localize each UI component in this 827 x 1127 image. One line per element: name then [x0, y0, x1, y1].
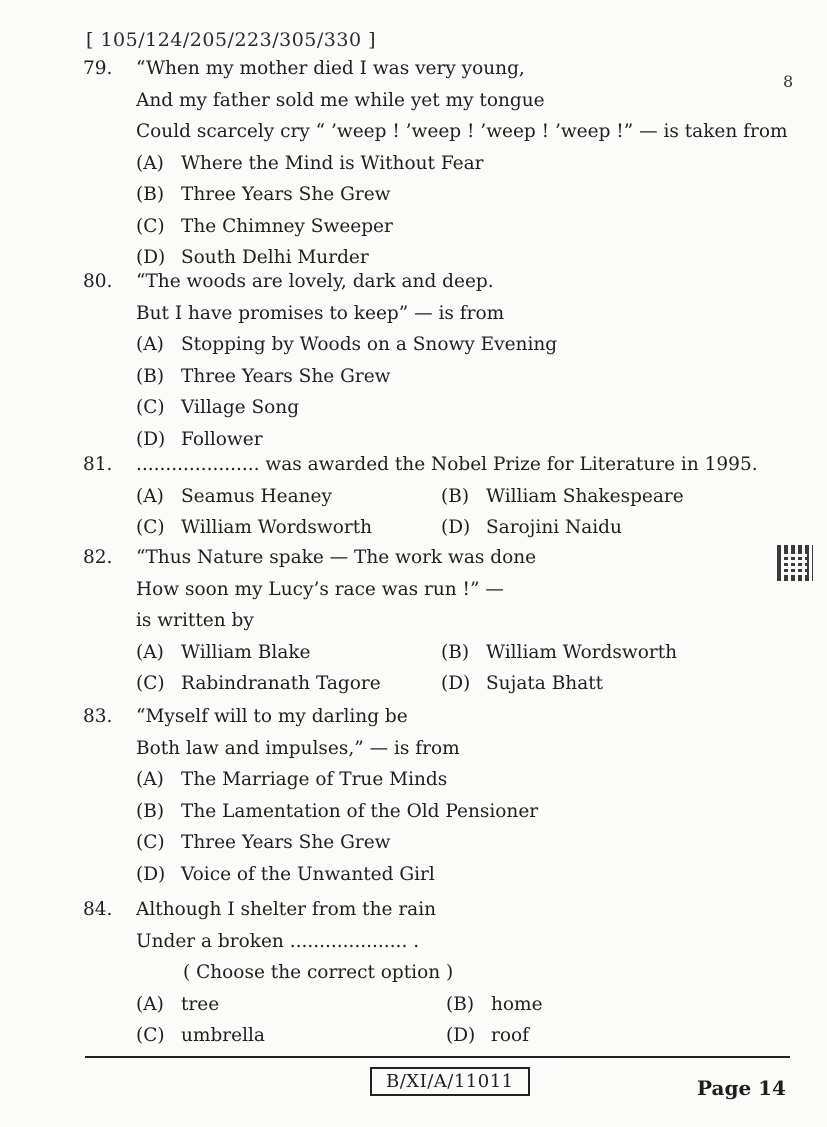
option-letter: (D) [136, 863, 166, 885]
question-line: “The woods are lovely, dark and deep. [136, 271, 494, 292]
page-number: Page 14 [697, 1076, 786, 1100]
option-text: roof [491, 1025, 529, 1046]
option-b [136, 361, 557, 393]
option-letter: (B) [136, 800, 165, 822]
option-letter: (A) [136, 993, 164, 1015]
option-c [136, 1020, 446, 1052]
option-letter: (C) [136, 215, 165, 237]
option-letter: (A) [136, 152, 164, 174]
question-84 [83, 894, 646, 1052]
option-letter: (A) [136, 485, 164, 507]
option-b [441, 481, 801, 513]
option-text: tree [181, 993, 220, 1015]
option-letter: (D) [446, 1025, 476, 1046]
option-text: The Lamentation of the Old Pensioner [181, 800, 539, 822]
option-d [441, 512, 801, 544]
option-text: Three Years She Grew [181, 365, 391, 387]
question-83 [83, 701, 538, 890]
option-letter: (B) [441, 485, 470, 507]
question-number: 79. [83, 58, 113, 79]
question-line: And my father sold me while yet my tongue [136, 89, 545, 111]
footer-divider [85, 1056, 790, 1058]
option-letter: (B) [446, 993, 475, 1015]
option-letter: (C) [136, 673, 165, 694]
option-letter: (A) [136, 334, 164, 355]
option-c [136, 668, 441, 700]
question-number: 82. [83, 547, 113, 568]
option-text: Three Years She Grew [181, 832, 391, 853]
paper-codes-header: [ 105/124/205/223/305/330 ] [86, 29, 377, 51]
option-letter: (D) [136, 247, 166, 268]
option-c [136, 392, 557, 424]
option-letter: (A) [136, 769, 164, 790]
question-instruction: ( Choose the correct option ) [183, 962, 454, 983]
option-letter: (D) [136, 428, 166, 450]
option-c [136, 512, 441, 544]
option-letter: (C) [136, 517, 165, 538]
option-text: The Marriage of True Minds [181, 769, 448, 790]
option-a [136, 637, 441, 669]
option-text: South Delhi Murder [181, 247, 369, 268]
option-text: Sarojini Naidu [486, 517, 622, 538]
question-number: 83. [83, 706, 113, 727]
option-b [446, 989, 646, 1021]
option-b [136, 796, 538, 828]
option-d [446, 1020, 646, 1052]
question-line: “When my mother died I was very young, [136, 58, 525, 79]
question-line: Could scarcely cry “ ’weep ! ’weep ! ’weep ! ’weep !” — is taken from [136, 121, 788, 142]
option-text: umbrella [181, 1025, 265, 1046]
option-a [136, 148, 788, 180]
question-81 [83, 449, 801, 544]
option-d [441, 668, 801, 700]
option-text: William Wordsworth [181, 517, 373, 538]
option-b [441, 637, 801, 669]
option-text: William Wordsworth [486, 641, 678, 663]
question-80 [83, 266, 557, 455]
question-line: But I have promises to keep” — is from [136, 302, 505, 324]
booklet-code: B/XI/A/11011 [370, 1067, 530, 1096]
question-79 [83, 53, 788, 274]
option-text: William Shakespeare [486, 485, 684, 507]
option-text: Where the Mind is Without Fear [181, 152, 484, 174]
question-line: “Myself will to my darling be [136, 706, 408, 727]
question-line: Both law and impulses,” — is from [136, 737, 460, 759]
option-letter: (B) [136, 365, 165, 387]
option-a [136, 329, 557, 361]
option-letter: (B) [441, 641, 470, 663]
option-text: Three Years She Grew [181, 184, 391, 205]
question-number: 81. [83, 454, 113, 475]
option-text: home [491, 993, 543, 1015]
option-text: Follower [181, 428, 263, 450]
option-c [136, 211, 788, 243]
option-letter: (C) [136, 397, 165, 418]
option-d [136, 859, 538, 891]
question-line: “Thus Nature spake — The work was done [136, 547, 537, 568]
option-letter: (A) [136, 641, 164, 663]
option-text: Voice of the Unwanted Girl [181, 863, 435, 885]
option-b [136, 179, 788, 211]
question-line: ..................... was awarded the Nobel Prize for Literature in 1995. [136, 454, 758, 475]
option-text: Rabindranath Tagore [181, 673, 381, 694]
margin-mark: 8 [783, 72, 794, 91]
option-letter: (D) [441, 673, 471, 694]
option-text: The Chimney Sweeper [181, 215, 393, 237]
option-a [136, 481, 441, 513]
option-text: Sujata Bhatt [486, 673, 604, 694]
option-letter: (C) [136, 832, 165, 853]
option-text: Stopping by Woods on a Snowy Evening [181, 334, 558, 355]
option-text: Seamus Heaney [181, 485, 332, 507]
option-letter: (B) [136, 184, 165, 205]
question-number: 84. [83, 899, 113, 920]
option-letter: (C) [136, 1025, 165, 1046]
question-82 [83, 542, 801, 700]
question-line: How soon my Lucy’s race was run !” — [136, 578, 504, 600]
option-c [136, 827, 538, 859]
question-line: Under a broken .................... . [136, 930, 420, 952]
question-number: 80. [83, 271, 113, 292]
option-text: Village Song [181, 397, 300, 418]
option-a [136, 989, 446, 1021]
option-letter: (D) [441, 517, 471, 538]
option-text: William Blake [181, 641, 311, 663]
question-line: Although I shelter from the rain [136, 899, 437, 920]
option-a [136, 764, 538, 796]
question-line: is written by [136, 610, 254, 631]
